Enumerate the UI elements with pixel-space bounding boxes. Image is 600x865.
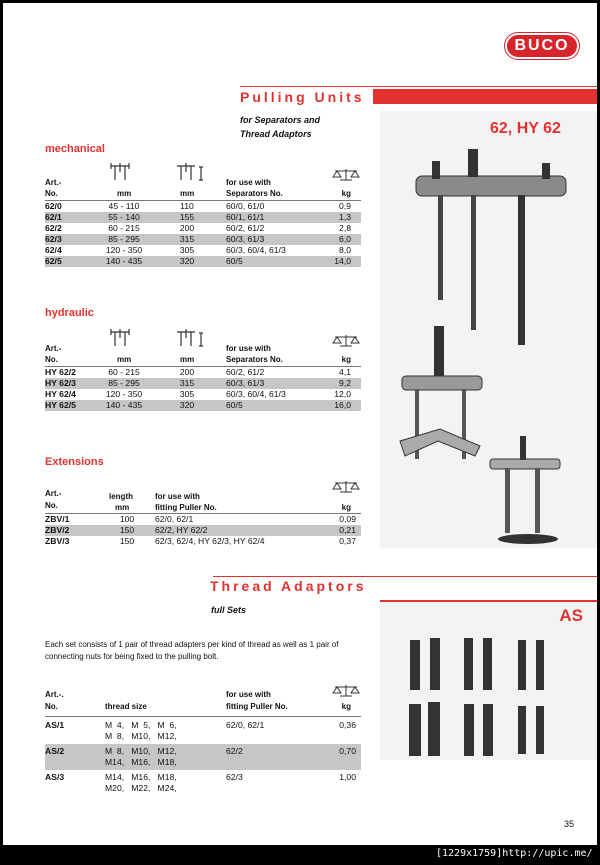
adaptors-description xyxy=(45,639,375,663)
table-header xyxy=(45,160,361,201)
page-number: 35 xyxy=(564,819,575,829)
table-cell: 305 xyxy=(179,245,195,255)
header-fitting-puller-no: fitting Puller No. xyxy=(226,702,288,711)
table-cell: 85 - 295 xyxy=(108,378,140,388)
header-no: No. xyxy=(45,355,58,364)
table-row xyxy=(45,389,361,400)
table-cell: 60/2, 61/2 xyxy=(226,367,265,377)
table-cell: 320 xyxy=(179,400,195,410)
header-mm: mm xyxy=(180,189,195,198)
hydraulic-cylinder xyxy=(434,326,444,376)
table-header xyxy=(45,684,361,717)
header-length: length xyxy=(109,492,133,501)
table-cell: 140 - 435 xyxy=(105,256,143,266)
subtitle-line-1: for Separators and xyxy=(240,115,321,125)
mechanical-heading: mechanical xyxy=(45,143,105,155)
table-row xyxy=(45,770,361,796)
center-screw xyxy=(468,149,478,177)
table-cell: 62/5 xyxy=(45,256,62,266)
table-cell: 200 xyxy=(179,223,195,233)
pulling-bolt xyxy=(505,468,510,533)
nut xyxy=(432,161,440,179)
table-cell: 62/0, 62/1 xyxy=(155,514,194,524)
table-cell: HY 62/2 xyxy=(45,367,76,377)
table-cell: 60/5 xyxy=(226,256,243,266)
table-row xyxy=(45,212,361,223)
buco-logo xyxy=(505,33,579,59)
extensions-rows xyxy=(45,514,361,547)
table-row xyxy=(45,223,361,234)
table-row xyxy=(45,256,361,267)
table-cell: 1,3 xyxy=(339,212,351,222)
section-rule xyxy=(213,576,597,577)
table-cell: 60/3, 60/4, 61/3 xyxy=(226,245,286,255)
header-mm: mm xyxy=(117,355,132,364)
table-cell: 60 - 215 xyxy=(108,223,140,233)
mechanical-table xyxy=(45,160,361,267)
header-for-use-with: for use with xyxy=(155,492,200,501)
table-cell: HY 62/5 xyxy=(45,400,76,410)
table-cell: 4,1 xyxy=(339,367,351,377)
base-disc xyxy=(498,534,558,544)
table-cell: 155 xyxy=(179,212,195,222)
thread-adaptors-subtitle: full Sets xyxy=(211,605,247,615)
description-line-2: connecting nuts for being fixed to the pulling bolt. xyxy=(45,652,219,661)
red-title-bar xyxy=(373,89,597,104)
table-cell: AS/2 xyxy=(45,746,65,756)
table-cell: 150 xyxy=(119,536,135,546)
section-rule xyxy=(240,86,597,87)
table-row xyxy=(45,744,361,770)
subtitle-line-2: Thread Adaptors xyxy=(240,129,312,139)
table-cell: 62/2, HY 62/2 xyxy=(155,525,208,535)
table-cell: 0,9 xyxy=(339,201,351,211)
table-cell: M 4, M 5, M 6, xyxy=(105,720,177,730)
table-row xyxy=(45,245,361,256)
table-cell: 62/2 xyxy=(226,746,243,756)
brand-text: BUCO xyxy=(514,37,570,54)
product-image-panel xyxy=(380,111,597,548)
adaptors-table xyxy=(45,684,361,796)
crossbar xyxy=(402,376,482,390)
header-thread-size: thread size xyxy=(105,702,147,711)
header-art: Art.-. xyxy=(45,690,64,699)
catalog-page xyxy=(3,3,597,845)
product-badge: 62, HY 62 xyxy=(490,120,561,137)
header-kg: kg xyxy=(341,355,351,364)
header-art: Art.- xyxy=(45,178,62,187)
adaptors-rows xyxy=(45,718,361,796)
table-cell: 200 xyxy=(179,367,195,377)
table-cell: M14, M16, M18, xyxy=(105,757,177,767)
nut xyxy=(542,163,550,179)
scale-icon xyxy=(332,480,360,494)
table-cell: 140 - 435 xyxy=(105,400,143,410)
table-cell: 62/4 xyxy=(45,245,62,255)
table-cell: 62/2 xyxy=(45,223,62,233)
table-header xyxy=(45,326,361,367)
table-cell: 12,0 xyxy=(334,389,351,399)
separator xyxy=(400,429,480,456)
header-art: Art.- xyxy=(45,489,62,498)
thread-adaptors-title: Thread Adaptors xyxy=(210,578,367,594)
table-cell: 110 xyxy=(180,201,194,211)
puller-depth-icon xyxy=(173,328,207,348)
header-mm: mm xyxy=(180,355,195,364)
table-cell: 62/3 xyxy=(45,234,62,244)
table-cell: M20, M22, M24, xyxy=(105,783,177,793)
table-row xyxy=(45,367,361,378)
pulling-units-subtitle xyxy=(240,113,320,141)
header-no: No. xyxy=(45,501,58,510)
product-badge: AS xyxy=(559,606,583,625)
table-cell: 85 - 295 xyxy=(108,234,140,244)
hydraulic-rows xyxy=(45,367,361,411)
extensions-heading: Extensions xyxy=(45,456,104,468)
table-row xyxy=(45,201,361,212)
description-line-1: Each set consists of 1 pair of thread adapters per kind of thread as well as 1 pair of xyxy=(45,640,339,649)
table-cell: 62/3 xyxy=(226,772,243,782)
adaptors-illustration xyxy=(380,600,597,760)
table-row xyxy=(45,234,361,245)
table-cell: 0,09 xyxy=(339,514,356,524)
header-kg: kg xyxy=(341,189,351,198)
table-cell: 60/3, 61/3 xyxy=(226,378,265,388)
table-cell: 100 xyxy=(119,514,135,524)
table-cell: 60/3, 61/3 xyxy=(226,234,265,244)
table-cell: 62/0 xyxy=(45,201,62,211)
table-row xyxy=(45,536,361,547)
table-cell: HY 62/4 xyxy=(45,389,76,399)
table-row xyxy=(45,514,361,525)
pulling-units-title: Pulling Units xyxy=(240,89,365,105)
header-for-use-with: for use with xyxy=(226,344,271,353)
table-cell: 9,2 xyxy=(339,378,351,388)
table-row xyxy=(45,400,361,411)
table-cell: 0,70 xyxy=(339,746,356,756)
pulling-bolt xyxy=(471,195,476,330)
table-cell: 60/1, 61/1 xyxy=(226,212,265,222)
header-kg: kg xyxy=(341,503,351,512)
table-cell: AS/1 xyxy=(45,720,65,730)
pulling-bolt xyxy=(518,195,525,345)
header-art: Art.- xyxy=(45,344,62,353)
header-mm: mm xyxy=(117,189,132,198)
center-screw xyxy=(520,436,526,460)
table-cell: 0,37 xyxy=(339,536,356,546)
table-cell: 305 xyxy=(179,389,195,399)
table-cell: 60/3, 60/4, 61/3 xyxy=(226,389,286,399)
table-cell: 8,0 xyxy=(339,245,351,255)
table-cell: 0,36 xyxy=(339,720,356,730)
table-cell: 120 - 350 xyxy=(105,389,143,399)
table-cell: ZBV/2 xyxy=(45,525,70,535)
header-fitting-puller-no: fitting Puller No. xyxy=(155,503,217,512)
header-mm: mm xyxy=(115,503,130,512)
table-cell: 60/2, 61/2 xyxy=(226,223,265,233)
table-cell: HY 62/3 xyxy=(45,378,76,388)
table-cell: 45 - 110 xyxy=(108,201,140,211)
header-separators-no: Separators No. xyxy=(226,189,283,198)
table-cell: 120 - 350 xyxy=(105,245,143,255)
puller-depth-icon xyxy=(173,162,207,182)
watermark-text: [1229x1759]http://upic.me/ xyxy=(436,848,593,859)
table-cell: 315 xyxy=(179,378,195,388)
extensions-table xyxy=(45,475,361,547)
table-cell: 6,0 xyxy=(339,234,351,244)
table-cell: 60 - 215 xyxy=(108,367,140,377)
header-for-use-with: for use with xyxy=(226,178,271,187)
pullers-illustration xyxy=(380,111,597,548)
table-cell: M 8, M10, M12, xyxy=(105,731,177,741)
table-cell: M 8, M10, M12, xyxy=(105,746,177,756)
header-for-use-with: for use with xyxy=(226,690,271,699)
table-cell: 60/0, 61/0 xyxy=(226,201,265,211)
table-row xyxy=(45,525,361,536)
adaptors-image-panel xyxy=(380,600,597,760)
table-cell: AS/3 xyxy=(45,772,65,782)
table-cell: 1,00 xyxy=(339,772,356,782)
table-cell: 62/3, 62/4, HY 62/3, HY 62/4 xyxy=(155,536,265,546)
table-cell: M14, M16, M18, xyxy=(105,772,177,782)
table-cell: 60/5 xyxy=(226,400,243,410)
scale-icon xyxy=(332,334,360,348)
hydraulic-heading: hydraulic xyxy=(45,307,94,319)
table-cell: 55 - 140 xyxy=(108,212,140,222)
table-cell: 0,21 xyxy=(339,525,356,535)
header-no: No. xyxy=(45,702,58,711)
table-cell: 320 xyxy=(179,256,195,266)
table-cell: 62/1 xyxy=(45,212,62,222)
pulling-bolt xyxy=(438,195,443,300)
mechanical-rows xyxy=(45,201,361,267)
puller-span-icon xyxy=(107,328,133,348)
crossbar xyxy=(490,459,560,469)
header-kg: kg xyxy=(341,702,351,711)
scale-icon xyxy=(332,168,360,182)
scale-icon xyxy=(332,684,360,698)
table-cell: 315 xyxy=(179,234,195,244)
hydraulic-table xyxy=(45,326,361,411)
table-cell: 2,8 xyxy=(339,223,351,233)
table-row xyxy=(45,718,361,744)
table-row xyxy=(45,378,361,389)
table-cell: ZBV/3 xyxy=(45,536,70,546)
table-cell: ZBV/1 xyxy=(45,514,70,524)
header-no: No. xyxy=(45,189,58,198)
table-cell: 16,0 xyxy=(334,400,351,410)
puller-span-icon xyxy=(107,162,133,182)
pulling-bolt xyxy=(535,468,540,533)
table-cell: 62/0, 62/1 xyxy=(226,720,265,730)
table-header xyxy=(45,475,361,514)
table-cell: 14,0 xyxy=(334,256,351,266)
header-separators-no: Separators No. xyxy=(226,355,283,364)
table-cell: 150 xyxy=(119,525,135,535)
